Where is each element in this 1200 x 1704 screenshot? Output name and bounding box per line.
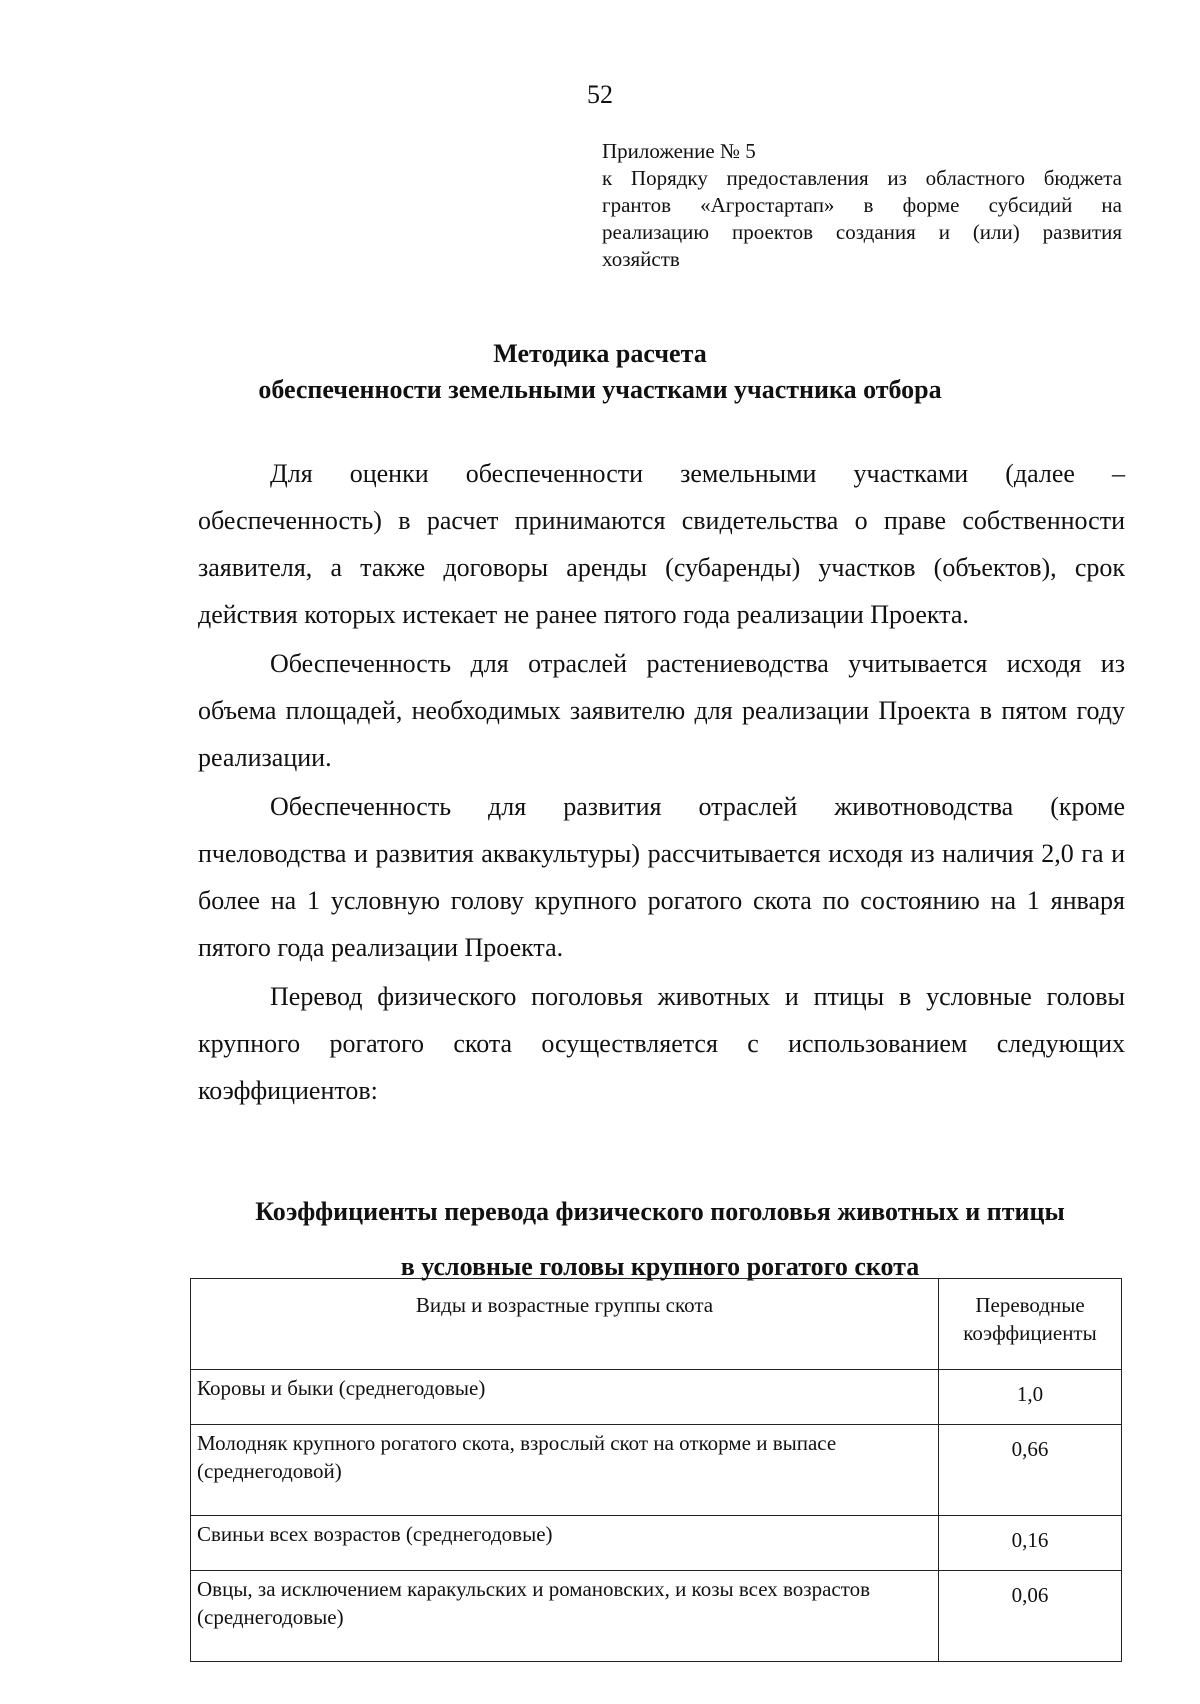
appendix-line: реализацию проектов создания и (или) развития [602,220,1122,244]
page-number: 52 [587,80,613,109]
appendix-note [602,138,1122,273]
paragraph-text: Обеспеченность для отраслей растениеводства учитывается исходя из объема площадей, необходимых заявителю для реализации Проекта в пятом году реализации. [198,649,1125,772]
paragraph [198,450,1125,638]
paragraph [198,783,1125,971]
paragraph [198,640,1125,781]
table-row [191,1516,1122,1571]
paragraph-text: Обеспеченность для развития отраслей животноводства (кроме пчеловодства и развития аквакультуры) рассчитывается исходя из наличия 2,0 га и более на 1 условную голову крупного рогатого скота по состоянию на 1 января пятого года реализации Проекта. [198,792,1125,962]
table-row [191,1425,1122,1516]
appendix-line: к Порядку предоставления из областного бюджета [602,166,1122,190]
cell-type: Молодняк крупного рогатого скота, взрослый скот на откорме и выпасе (среднегодовой) [191,1425,939,1516]
document-title [0,336,1200,408]
paragraph-text: Перевод физического поголовья животных и птицы в условные головы крупного рогатого скота осуществляется с использованием следующих коэффициентов: [198,982,1125,1105]
cell-coefficient: 1,0 [939,1370,1122,1425]
table-row [191,1370,1122,1425]
appendix-line: грантов «Агростартап» в форме субсидий на [602,193,1122,217]
cell-coefficient: 0,66 [939,1425,1122,1516]
appendix-line: хозяйств [602,247,680,271]
cell-coefficient: 0,16 [939,1516,1122,1571]
body-text [198,450,1125,1114]
paragraph [198,973,1125,1114]
cell-type: Коровы и быки (среднегодовые) [191,1370,939,1425]
coefficients-table [190,1278,1122,1662]
appendix-title: Приложение № 5 [602,139,756,163]
table-title-line: Коэффициенты перевода физического поголовья животных и птицы [255,1197,1065,1226]
cell-type: Овцы, за исключением каракульских и романовских, и козы всех возрастов (среднегодовые) [191,1571,939,1662]
column-header-coefficient: Переводные коэффициенты [939,1279,1122,1370]
column-header-type: Виды и возрастные группы скота [191,1279,939,1370]
paragraph-text: Для оценки обеспеченности земельными участками (далее – обеспеченность) в расчет принимаются свидетельства о праве собственности заявителя, а также договоры аренды (субаренды) участков (объектов), срок действия которых истекает не ранее пятого года реализации Проекта. [198,459,1125,629]
title-line: Методика расчета [493,339,707,368]
cell-coefficient: 0,06 [939,1571,1122,1662]
table-row [191,1571,1122,1662]
title-line: обеспеченности земельными участками участника отбора [258,375,942,404]
table-title-line: в условные головы крупного рогатого скота [400,1252,920,1281]
table-header-row [191,1279,1122,1370]
cell-type: Свиньи всех возрастов (среднегодовые) [191,1516,939,1571]
